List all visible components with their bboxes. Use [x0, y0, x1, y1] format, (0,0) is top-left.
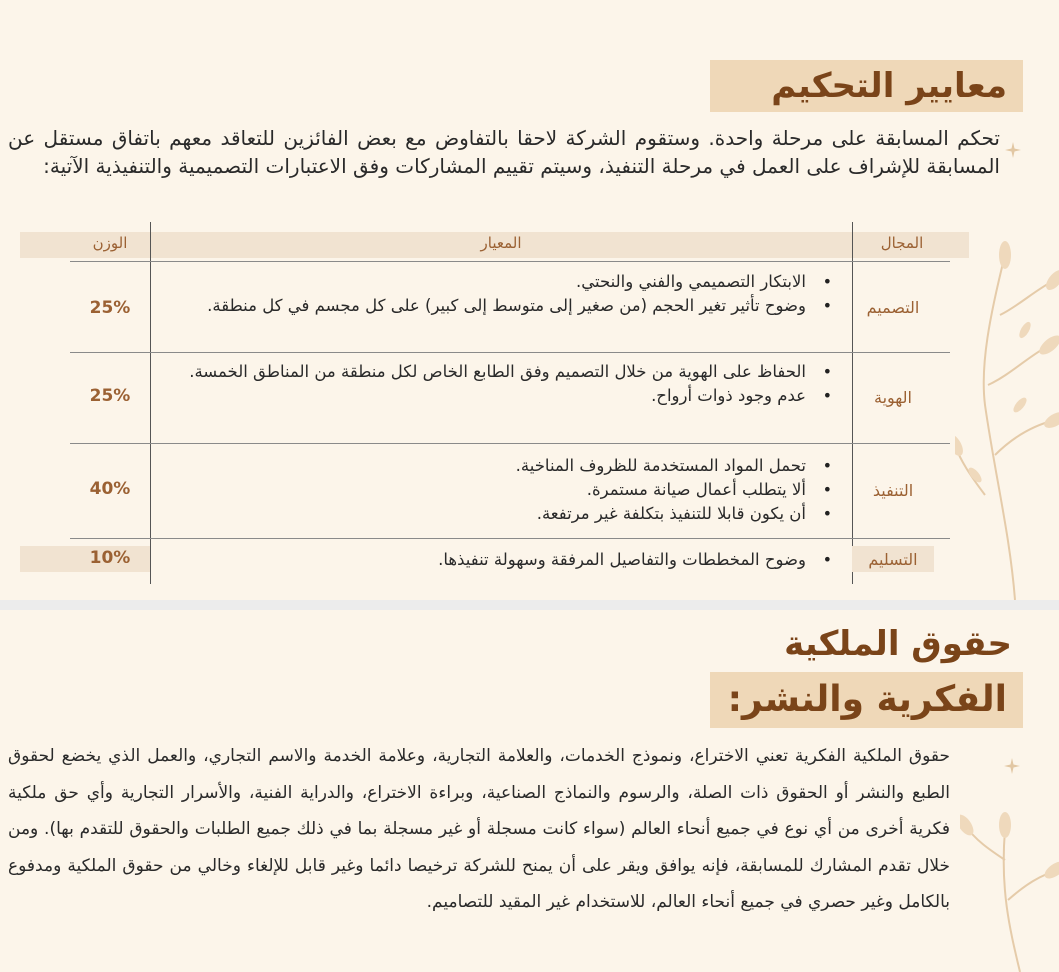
sparkle-icon	[1004, 758, 1020, 774]
section-title-ip-line1: حقوق الملكية	[784, 624, 1012, 664]
sparkle-icon	[1005, 142, 1021, 158]
row-domain: التنفيذ	[872, 481, 914, 500]
row-criteria	[150, 270, 852, 318]
criteria-item: • تحمل المواد المستخدمة للظروف المناخية.	[150, 454, 806, 478]
criteria-item: • أن يكون قابلا للتنفيذ بتكلفة غير مرتفعة.	[150, 502, 806, 526]
criteria-item: • ألا يتطلب أعمال صيانة مستمرة.	[150, 478, 806, 502]
header-domain: المجال	[880, 234, 924, 252]
header-criteria: المعيار	[480, 234, 522, 252]
row-domain: التسليم	[868, 550, 918, 569]
section-title-judging-criteria: معايير التحكيم	[710, 60, 1023, 112]
criteria-table	[0, 230, 1059, 586]
page-intellectual-property	[0, 610, 1059, 972]
row-criteria	[150, 360, 852, 408]
section-title-ip-line2: الفكرية والنشر:	[710, 672, 1023, 728]
row-weight: 25%	[89, 386, 131, 406]
row-weight: 25%	[89, 298, 131, 318]
row-criteria	[150, 454, 852, 526]
criteria-item: • وضوح تأثير تغير الحجم (من صغير إلى متوسط إلى كبير) على كل مجسم في كل منطقة.	[150, 294, 806, 318]
page-separator	[0, 600, 1059, 610]
intro-paragraph: تحكم المسابقة على مرحلة واحدة. وستقوم الشركة لاحقا بالتفاوض مع بعض الفائزين للتعاقد معهم باتفاق مستقل عن المسابقة للإشراف على العمل في مرحلة التنفيذ، وسيتم تقييم المشاركات وفق الاعتبارات التصميمية والتنفيذية الآتية:	[8, 126, 1000, 178]
row-domain: التصميم	[866, 298, 920, 317]
criteria-item: • عدم وجود ذوات أرواح.	[150, 384, 806, 408]
header-weight: الوزن	[92, 234, 128, 252]
row-weight: 40%	[89, 479, 131, 499]
row-criteria	[150, 548, 852, 572]
criteria-item: • الحفاظ على الهوية من خلال التصميم وفق الطابع الخاص لكل منطقة من المناطق الخمسة.	[150, 360, 806, 384]
row-domain: الهوية	[874, 388, 912, 407]
row-weight: 10%	[89, 548, 131, 568]
criteria-item: • الابتكار التصميمي والفني والنحتي.	[150, 270, 806, 294]
ip-paragraph: حقوق الملكية الفكرية تعني الاختراع، ونموذج الخدمات، والعلامة التجارية، وعلامة الخدمة والاسم التجاري، والعمل الذي يخضع لحقوق الطبع والنشر أو الحقوق ذات الصلة، والرسوم والنماذج الصناعية، وبراءة الاختراع، والدراية الفنية، والأسرار التجارية وأي حق ملكية فكرية أخرى من أي نوع في جميع أنحاء العالم (سواء كانت مسجلة أو غير مسجلة بما في ذلك جميع الطلبات والحقوق للتقدم بها). ومن خلال تقدم المشارك للمسابقة، فإنه يوافق ويقر على أن يمنح للشركة ترخيصا دائما وغير قابل للإلغاء وخالي من حقوق الملكية ومدفوع بالكامل وغير حصري في جميع أنحاء العالم، للاستخدام غير المقيد للتصاميم.	[8, 746, 950, 912]
dried-flower-branch-icon	[960, 810, 1059, 972]
criteria-item: • وضوح المخططات والتفاصيل المرفقة وسهولة تنفيذها.	[150, 548, 806, 572]
